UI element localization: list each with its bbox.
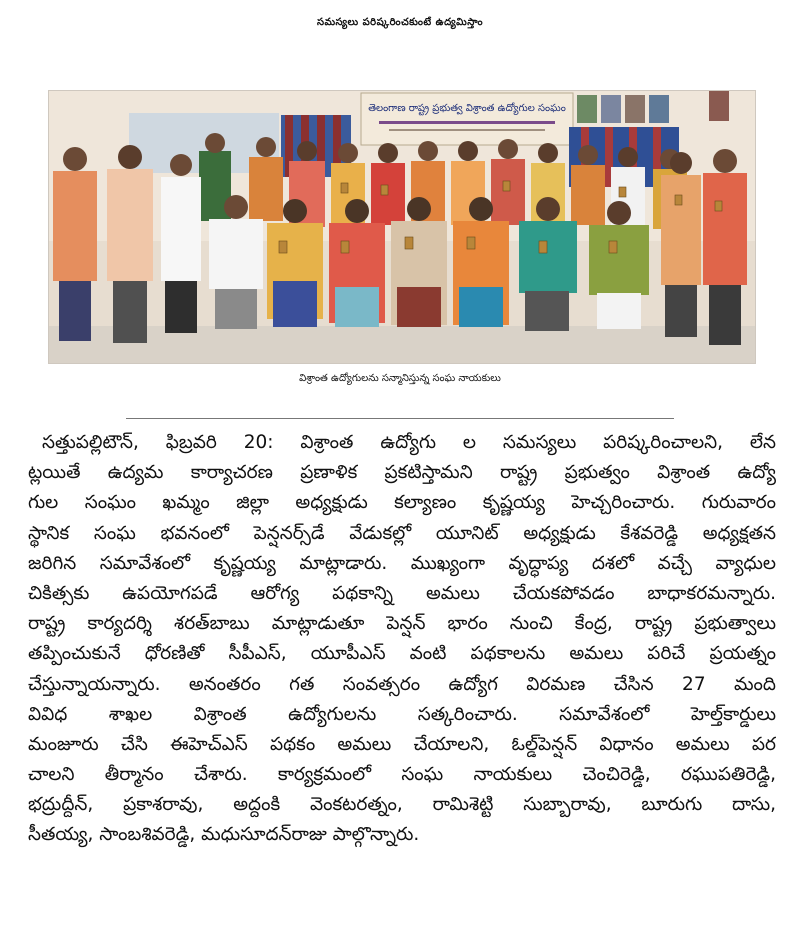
article-line: వివిధ శాఖల విశ్రాంత ఉద్యోగులను సత్కరించారు. సమావేశంలో హెల్త్‌కార్డులు: [28, 703, 776, 725]
article-line: స్థానిక సంఘ భవనంలో పెన్షనర్స్‌డే వేడుకల్లో యూనిట్ అధ్యక్షుడు కేశవరెడ్డి అధ్యక్షతన: [28, 522, 776, 544]
article-line: గుల సంఘం ఖమ్మం జిల్లా అధ్యక్షుడు కల్యాణం కృష్ణయ్య హెచ్చరించారు. గురువారం: [28, 492, 776, 514]
article-headline: సమస్యలు పరిష్కరించకుంటే ఉద్యమిస్తాం: [316, 17, 484, 28]
cropped-previous-text: [0, 0, 800, 8]
photo-caption: విశ్రాంత ఉద్యోగులను సన్మానిస్తున్న సంఘ నాయకులు: [299, 373, 501, 384]
article-line: సీతయ్య, సాంబశివరెడ్డి, మధుసూదన్‌రాజు పాల్గొన్నారు.: [28, 824, 420, 846]
news-photo: [48, 90, 756, 364]
article-line: భద్రుద్దీన్, ప్రకాశరావు, అద్దంకి వెంకటరత్నం, రామిశెట్టి సుబ్బారావు, బూరుగు దాసు,: [28, 794, 776, 816]
cropped-next-text: [0, 930, 800, 936]
photo-illustration: [49, 91, 755, 363]
article-line: మంజూరు చేసి ఈహెచ్ఎస్ పథకం అమలు చేయాలని, ఓల్డ్‌పెన్షన్ విధానం అమలు పర: [28, 733, 776, 755]
article-line: రాష్ట్ర కార్యదర్శి శరత్‌బాబు మాట్లాడుతూ పెన్షన్ భారం నుంచి కేంద్ర, రాష్ట్ర ప్రభుత్వాలు: [28, 613, 776, 635]
article-line: జరిగిన సమావేశంలో కృష్ణయ్య మాట్లాడారు. ముఖ్యంగా వృద్ధాప్య దశలో వచ్చే వ్యాధుల: [28, 552, 776, 574]
article-line: ట్లయితే ఉద్యమ కార్యాచరణ ప్రణాళిక ప్రకటిస్తామని రాష్ట్ర ప్రభుత్వం విశ్రాంత ఉద్యో: [28, 462, 776, 484]
article-line: చికిత్సకు ఉపయోగపడే ఆరోగ్య పథకాన్ని అమలు చేయకపోవడం బాధాకరమన్నారు.: [28, 582, 776, 604]
article-line: తప్పించుకునే ధోరణితో సీపీఎస్, యూపీఎస్ వంటి పథకాలను అమలు పరిచే ప్రయత్నం: [28, 643, 776, 665]
article-line: చాలని తీర్మానం చేశారు. కార్యక్రమంలో సంఘ నాయకులు చెంచిరెడ్డి, రఘుపతిరెడ్డి,: [28, 764, 776, 786]
article-body: [28, 428, 776, 851]
banner-text: తెలంగాణ రాష్ట్ర ప్రభుత్వ విశ్రాంత ఉద్యోగుల సంఘం: [368, 103, 566, 114]
article-line: చేస్తున్నాయన్నారు. అనంతరం గత సంవత్సరం ఉద్యోగ విరమణ చేసిన 27 మంది: [28, 673, 776, 695]
caption-divider: [126, 418, 674, 419]
article-line: సత్తుపల్లిటౌన్, ఫిబ్రవరి 20: విశ్రాంత ఉద్యోగు ల సమస్యలు పరిష్కరించాలని, లేన: [42, 432, 776, 453]
